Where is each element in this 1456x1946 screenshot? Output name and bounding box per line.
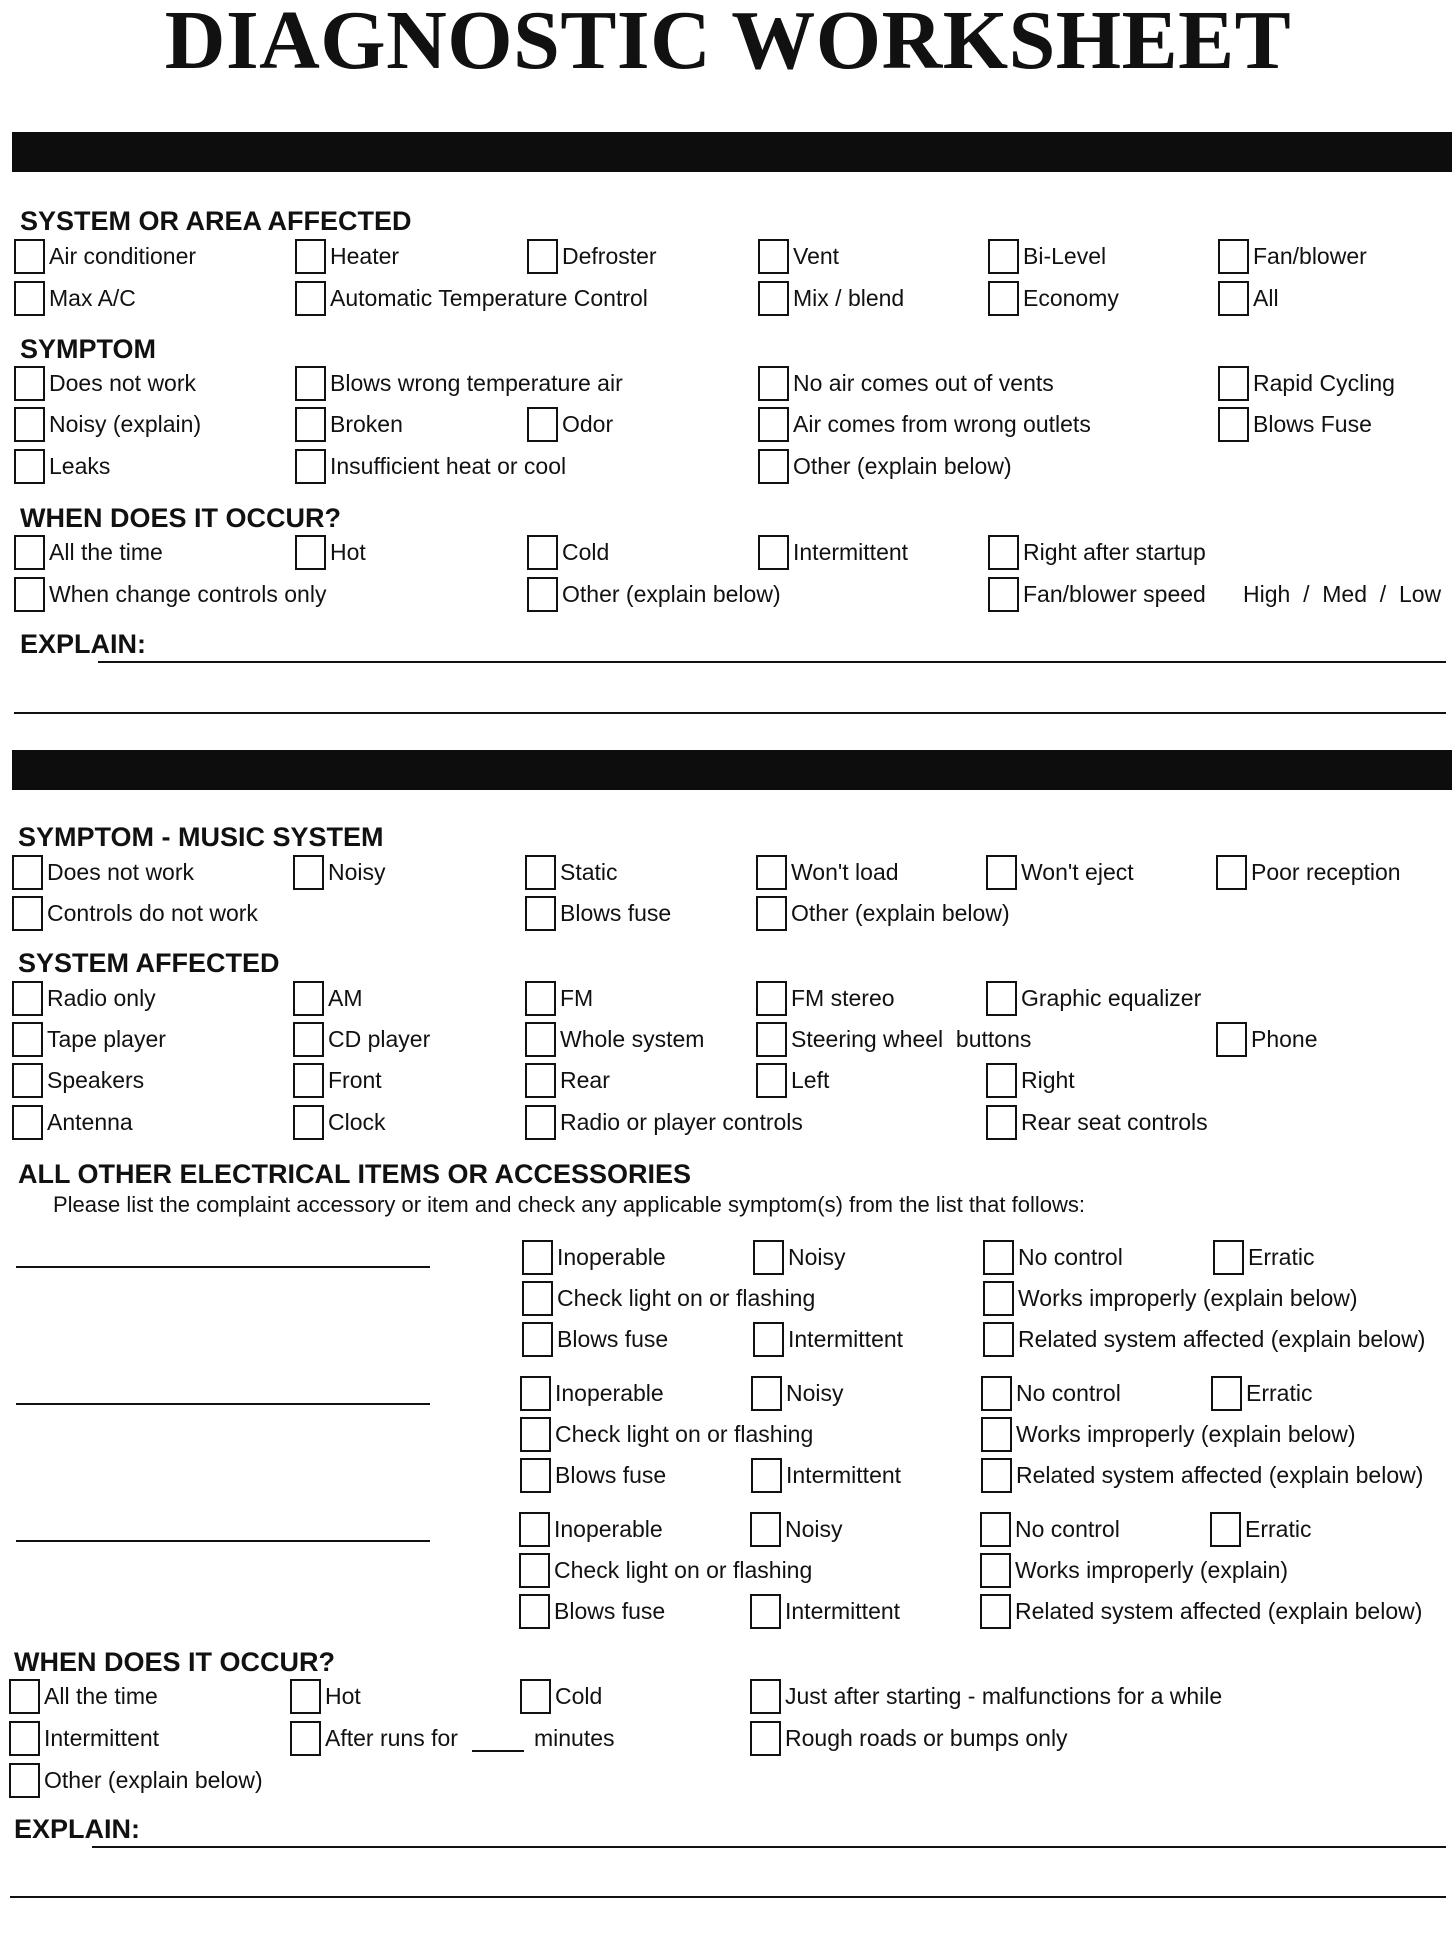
checkbox-box[interactable] [980,1594,1011,1629]
checkbox-automatic-temperature-control[interactable]: Automatic Temperature Control [295,280,648,316]
checkbox-box[interactable] [9,1721,40,1756]
checkbox-just-after-starting[interactable]: Just after starting - malfunctions for a while [750,1678,1222,1714]
checkbox-box[interactable] [756,981,787,1016]
checkbox-box[interactable] [527,535,558,570]
checkbox-box[interactable] [983,1322,1014,1357]
symptom-heading: SYMPTOM [20,334,157,364]
checkbox-box[interactable] [520,1376,551,1411]
checkbox-all-the-time[interactable]: All the time [9,1678,158,1714]
checkbox-inoperable[interactable]: Inoperable [522,1239,666,1275]
checkbox-whole-system[interactable]: Whole system [525,1021,704,1057]
checkbox-intermittent[interactable]: Intermittent [9,1720,159,1756]
checkbox-box[interactable] [756,1022,787,1057]
explain-line[interactable] [10,1896,1446,1898]
checkbox-box[interactable] [758,407,789,442]
checkbox-box[interactable] [756,1063,787,1098]
checkbox-blows-fuse[interactable]: Blows fuse [520,1457,666,1493]
checkbox-box[interactable] [988,281,1019,316]
checkbox-box[interactable] [520,1417,551,1452]
checkbox-intermittent[interactable]: Intermittent [751,1457,901,1493]
checkbox-no-control[interactable]: No control [981,1375,1121,1411]
checkbox-intermittent[interactable]: Intermittent [753,1321,903,1357]
checkbox-box[interactable] [983,1240,1014,1275]
checkbox-related-system[interactable]: Related system affected (explain below) [980,1593,1422,1629]
checkbox-box[interactable] [293,1063,324,1098]
checkbox-box[interactable] [758,449,789,484]
minutes-label: minutes [534,1725,615,1751]
checkbox-blows-fuse[interactable]: Blows fuse [519,1593,665,1629]
checkbox-box[interactable] [750,1512,781,1547]
checkbox-speakers[interactable]: Speakers [12,1062,144,1098]
checkbox-no-control[interactable]: No control [980,1511,1120,1547]
checkbox-wont-eject[interactable]: Won't eject [986,854,1134,890]
checkbox-check-light[interactable]: Check light on or flashing [519,1552,812,1588]
checkbox-box[interactable] [9,1763,40,1798]
checkbox-box[interactable] [1216,1022,1247,1057]
checkbox-music-noisy[interactable]: Noisy [293,854,386,890]
checkbox-box[interactable] [12,1063,43,1098]
checkbox-check-light[interactable]: Check light on or flashing [522,1280,815,1316]
checkbox-heater[interactable]: Heater [295,238,399,274]
checkbox-wont-load[interactable]: Won't load [756,854,899,890]
checkbox-box[interactable] [1211,1376,1242,1411]
checkbox-when-other[interactable]: Other (explain below) [527,576,781,612]
checkbox-inoperable[interactable]: Inoperable [520,1375,664,1411]
checkbox-does-not-work[interactable]: Does not work [14,365,196,401]
checkbox-works-improperly[interactable]: Works improperly (explain) [980,1552,1288,1588]
checkbox-box[interactable] [756,855,787,890]
checkbox-vent[interactable]: Vent [758,238,839,274]
checkbox-works-improperly[interactable]: Works improperly (explain below) [983,1280,1358,1316]
system-affected-heading: SYSTEM AFFECTED [18,948,280,978]
checkbox-clock[interactable]: Clock [293,1104,386,1140]
checkbox-box[interactable] [295,535,326,570]
checkbox-after-runs-for[interactable]: After runs for [290,1720,458,1756]
checkbox-economy[interactable]: Economy [988,280,1119,316]
checkbox-box[interactable] [520,1458,551,1493]
checkbox-air-conditioner[interactable]: Air conditioner [14,238,196,274]
electrical-heading: ALL OTHER ELECTRICAL ITEMS OR ACCESSORIES [18,1159,692,1189]
checkbox-box[interactable] [525,1063,556,1098]
system-area-heading: SYSTEM OR AREA AFFECTED [20,206,412,236]
checkbox-odor[interactable]: Odor [527,406,613,442]
checkbox-when-change-controls[interactable]: When change controls only [14,576,326,612]
checkbox-box[interactable] [519,1512,550,1547]
checkbox-noisy-explain[interactable]: Noisy (explain) [14,406,201,442]
checkbox-box[interactable] [1210,1512,1241,1547]
checkbox-radio-only[interactable]: Radio only [12,980,156,1016]
checkbox-box[interactable] [14,366,45,401]
checkbox-related-system[interactable]: Related system affected (explain below) [983,1321,1425,1357]
checkbox-box[interactable] [520,1679,551,1714]
checkbox-box[interactable] [12,1022,43,1057]
checkbox-box[interactable] [750,1721,781,1756]
checkbox-mix-blend[interactable]: Mix / blend [758,280,904,316]
checkbox-am[interactable]: AM [293,980,363,1016]
checkbox-box[interactable] [981,1458,1012,1493]
checkbox-blows-fuse[interactable]: Blows fuse [522,1321,668,1357]
checkbox-defroster[interactable]: Defroster [527,238,657,274]
checkbox-box[interactable] [988,535,1019,570]
checkbox-box[interactable] [522,1240,553,1275]
checkbox-box[interactable] [986,1105,1017,1140]
checkbox-rapid-cycling[interactable]: Rapid Cycling [1218,365,1395,401]
complaint-item-line[interactable] [16,1540,430,1542]
checkbox-box[interactable] [525,896,556,931]
checkbox-cd-player[interactable]: CD player [293,1021,430,1057]
checkbox-fm-stereo[interactable]: FM stereo [756,980,895,1016]
checkbox-bi-level[interactable]: Bi-Level [988,238,1106,274]
checkbox-box[interactable] [983,1281,1014,1316]
checkbox-box[interactable] [1216,855,1247,890]
checkbox-box[interactable] [295,407,326,442]
checkbox-box[interactable] [1218,407,1249,442]
checkbox-box[interactable] [12,855,43,890]
checkbox-hot[interactable]: Hot [290,1678,361,1714]
checkbox-box[interactable] [293,1022,324,1057]
checkbox-tape-player[interactable]: Tape player [12,1021,166,1057]
checkbox-box[interactable] [14,407,45,442]
checkbox-box[interactable] [12,1105,43,1140]
checkbox-hot[interactable]: Hot [295,534,366,570]
checkbox-when-other[interactable]: Other (explain below) [9,1762,263,1798]
checkbox-poor-reception[interactable]: Poor reception [1216,854,1401,890]
checkbox-antenna[interactable]: Antenna [12,1104,133,1140]
checkbox-front[interactable]: Front [293,1062,382,1098]
music-symptom-heading: SYMPTOM - MUSIC SYSTEM [18,822,384,852]
checkbox-box[interactable] [14,239,45,274]
section-bar-music [12,750,1452,790]
checkbox-box[interactable] [986,1063,1017,1098]
checkbox-box[interactable] [293,855,324,890]
checkbox-fan-blower[interactable]: Fan/blower [1218,238,1367,274]
checkbox-box[interactable] [988,239,1019,274]
checkbox-box[interactable] [751,1458,782,1493]
checkbox-no-control[interactable]: No control [983,1239,1123,1275]
checkbox-box[interactable] [519,1594,550,1629]
checkbox-box[interactable] [14,281,45,316]
checkbox-controls-do-not-work[interactable]: Controls do not work [12,895,258,931]
section-bar-climate [12,132,1452,172]
checkbox-fan-blower-speed[interactable]: Fan/blower speed [988,576,1206,612]
checkbox-box[interactable] [986,981,1017,1016]
checkbox-box[interactable] [14,535,45,570]
checkbox-blows-wrong-temperature[interactable]: Blows wrong temperature air [295,365,623,401]
checkbox-box[interactable] [12,981,43,1016]
checkbox-box[interactable] [522,1322,553,1357]
explain-line[interactable] [14,712,1446,714]
checkbox-box[interactable] [756,896,787,931]
checkbox-max-ac[interactable]: Max A/C [14,280,136,316]
checkbox-noisy[interactable]: Noisy [753,1239,846,1275]
checkbox-box[interactable] [758,366,789,401]
checkbox-box[interactable] [527,239,558,274]
checkbox-radio-player-controls[interactable]: Radio or player controls [525,1104,803,1140]
complaint-item-line[interactable] [16,1403,430,1405]
checkbox-box[interactable] [527,577,558,612]
checkbox-box[interactable] [519,1553,550,1588]
checkbox-noisy[interactable]: Noisy [751,1375,844,1411]
checkbox-box[interactable] [758,239,789,274]
checkbox-erratic[interactable]: Erratic [1210,1511,1311,1547]
fan-speed-options: High / Med / Low [1243,581,1442,607]
checkbox-box[interactable] [1218,239,1249,274]
minutes-blank-line[interactable] [472,1750,524,1752]
checkbox-erratic[interactable]: Erratic [1213,1239,1314,1275]
checkbox-box[interactable] [12,896,43,931]
checkbox-symptom-other[interactable]: Other (explain below) [758,448,1012,484]
checkbox-rear[interactable]: Rear [525,1062,610,1098]
checkbox-right[interactable]: Right [986,1062,1075,1098]
checkbox-inoperable[interactable]: Inoperable [519,1511,663,1547]
checkbox-wrong-outlets[interactable]: Air comes from wrong outlets [758,406,1091,442]
checkbox-box[interactable] [981,1417,1012,1452]
checkbox-box[interactable] [986,855,1017,890]
checkbox-box[interactable] [750,1679,781,1714]
checkbox-related-system[interactable]: Related system affected (explain below) [981,1457,1423,1493]
when-occur-heading: WHEN DOES IT OCCUR? [20,503,341,533]
checkbox-broken[interactable]: Broken [295,406,403,442]
checkbox-intermittent[interactable]: Intermittent [758,534,908,570]
checkbox-box[interactable] [980,1553,1011,1588]
checkbox-box[interactable] [981,1376,1012,1411]
checkbox-box[interactable] [14,577,45,612]
checkbox-blows-fuse[interactable]: Blows Fuse [1218,406,1372,442]
checkbox-erratic[interactable]: Erratic [1211,1375,1312,1411]
checkbox-box[interactable] [525,1022,556,1057]
checkbox-check-light[interactable]: Check light on or flashing [520,1416,813,1452]
checkbox-box[interactable] [525,981,556,1016]
electrical-when-heading: WHEN DOES IT OCCUR? [14,1647,335,1677]
checkbox-box[interactable] [290,1679,321,1714]
checkbox-all-the-time[interactable]: All the time [14,534,163,570]
checkbox-box[interactable] [1218,281,1249,316]
checkbox-music-does-not-work[interactable]: Does not work [12,854,194,890]
checkbox-box[interactable] [758,535,789,570]
checkbox-box[interactable] [295,281,326,316]
checkbox-box[interactable] [522,1281,553,1316]
explain-line[interactable] [98,661,1446,663]
checkbox-box[interactable] [1218,366,1249,401]
checkbox-right-after-startup[interactable]: Right after startup [988,534,1206,570]
checkbox-no-air[interactable]: No air comes out of vents [758,365,1054,401]
complaint-item-line[interactable] [16,1266,430,1268]
checkbox-music-other[interactable]: Other (explain below) [756,895,1010,931]
checkbox-intermittent[interactable]: Intermittent [750,1593,900,1629]
explain-line[interactable] [92,1846,1446,1848]
checkbox-fm[interactable]: FM [525,980,593,1016]
checkbox-leaks[interactable]: Leaks [14,448,110,484]
checkbox-static[interactable]: Static [525,854,618,890]
checkbox-box[interactable] [988,577,1019,612]
checkbox-rough-roads[interactable]: Rough roads or bumps only [750,1720,1068,1756]
checkbox-steering-wheel-buttons[interactable]: Steering wheel buttons [756,1021,1031,1057]
checkbox-noisy[interactable]: Noisy [750,1511,843,1547]
checkbox-cold[interactable]: Cold [520,1678,602,1714]
checkbox-left[interactable]: Left [756,1062,829,1098]
checkbox-box[interactable] [525,855,556,890]
checkbox-box[interactable] [293,981,324,1016]
checkbox-insufficient-heat[interactable]: Insufficient heat or cool [295,448,566,484]
checkbox-works-improperly[interactable]: Works improperly (explain below) [981,1416,1356,1452]
explain-label: EXPLAIN: [14,1814,141,1844]
checkbox-box[interactable] [751,1376,782,1411]
checkbox-box[interactable] [525,1105,556,1140]
checkbox-box[interactable] [293,1105,324,1140]
checkbox-music-blows-fuse[interactable]: Blows fuse [525,895,671,931]
checkbox-box[interactable] [980,1512,1011,1547]
checkbox-rear-seat-controls[interactable]: Rear seat controls [986,1104,1208,1140]
checkbox-cold[interactable]: Cold [527,534,609,570]
checkbox-phone[interactable]: Phone [1216,1021,1318,1057]
page-title: DIAGNOSTIC WORKSHEET [164,0,1292,87]
checkbox-box[interactable] [14,449,45,484]
checkbox-box[interactable] [290,1721,321,1756]
explain-label: EXPLAIN: [20,629,147,659]
checkbox-box[interactable] [750,1594,781,1629]
checkbox-all[interactable]: All [1218,280,1279,316]
checkbox-box[interactable] [527,407,558,442]
checkbox-box[interactable] [753,1322,784,1357]
checkbox-box[interactable] [758,281,789,316]
checkbox-box[interactable] [753,1240,784,1275]
checkbox-box[interactable] [295,449,326,484]
electrical-instruction: Please list the complaint accessory or item and check any applicable symptom(s) from the list that follows: [53,1192,1085,1217]
checkbox-box[interactable] [1213,1240,1244,1275]
checkbox-box[interactable] [295,366,326,401]
checkbox-graphic-equalizer[interactable]: Graphic equalizer [986,980,1201,1016]
checkbox-box[interactable] [9,1679,40,1714]
checkbox-box[interactable] [295,239,326,274]
